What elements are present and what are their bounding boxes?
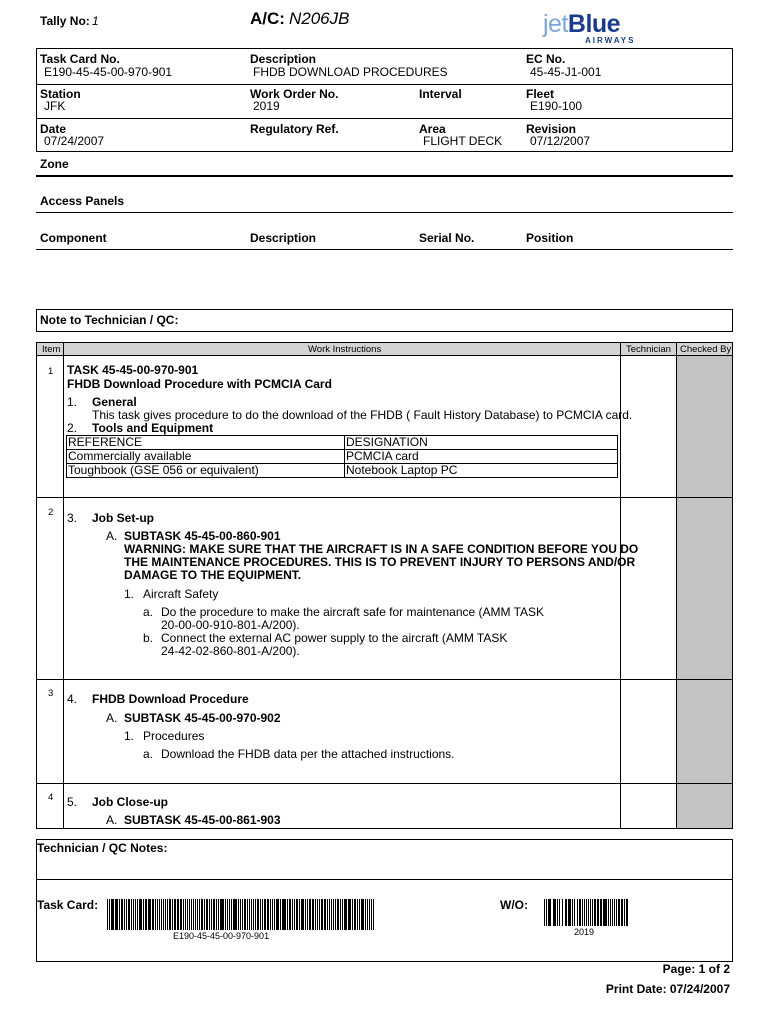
task-card-label: Task Card No.	[40, 52, 120, 66]
row2-warning-2: THE MAINTENANCE PROCEDURES. THIS IS TO PREVENT INJURY TO PERSONS AND/OR	[124, 555, 636, 569]
barcode-bar	[231, 899, 232, 930]
barcode-bar	[359, 899, 360, 930]
row3-subtask: SUBTASK 45-45-00-970-902	[124, 711, 281, 725]
barcode-bar	[247, 899, 248, 930]
row1-s1-text: This task gives procedure to do the download of the FHDB ( Fault History Database) to PCMCIA card.	[92, 408, 633, 422]
position-label: Position	[526, 231, 574, 245]
barcode-bar	[174, 899, 175, 930]
component-description-label: Description	[250, 231, 317, 245]
barcode-bar	[202, 899, 203, 930]
access-panels-label: Access Panels	[40, 194, 125, 208]
tally-value: 1	[92, 14, 99, 28]
barcode-bar	[145, 899, 146, 930]
barcode-bar	[624, 899, 625, 926]
barcode-bar	[126, 899, 127, 930]
barcode-bar	[159, 899, 160, 930]
row2-step: Aircraft Safety	[143, 587, 219, 601]
barcode-bar	[616, 899, 617, 926]
task-card-value: E190-45-45-00-970-901	[44, 65, 173, 79]
row3-title: FHDB Download Procedure	[92, 692, 249, 706]
row1-item: 1	[48, 366, 54, 377]
barcode-bar	[312, 899, 313, 930]
barcode-bar	[185, 899, 186, 930]
barcode-bar	[605, 899, 606, 926]
barcode-bar	[262, 899, 263, 930]
barcode-bar	[562, 899, 564, 926]
row2-sub-letter: A.	[106, 529, 118, 543]
barcode-bar	[204, 899, 205, 930]
barcode-bar	[626, 899, 627, 926]
barcode-bar	[310, 899, 311, 930]
tools-table-row	[67, 464, 618, 478]
barcode-bar	[272, 899, 273, 930]
barcode-bar	[163, 899, 164, 930]
barcode-bar	[149, 899, 150, 930]
barcode-bar	[549, 899, 551, 926]
barcode-bar	[594, 899, 596, 926]
barcode-bar	[546, 899, 547, 926]
task-card-barcode-text: E190-45-45-00-970-901	[173, 931, 270, 941]
interval-label: Interval	[419, 87, 462, 101]
barcode-bar	[189, 899, 190, 930]
barcode-bar	[235, 899, 236, 930]
barcode-bar	[569, 899, 570, 926]
info-box	[36, 48, 733, 152]
barcode-bar	[137, 899, 138, 930]
barcode-bar	[574, 899, 575, 926]
barcode-bar	[131, 899, 132, 930]
row1-s1-num: 1.	[67, 395, 78, 409]
serial-label: Serial No.	[419, 231, 475, 245]
tools-table	[66, 435, 618, 478]
row4-num: 5.	[67, 795, 78, 809]
barcode-bar	[260, 899, 261, 930]
ac-label: A/C:	[250, 9, 285, 28]
description-value: FHDB DOWNLOAD PROCEDURES	[253, 65, 448, 79]
barcode-bar	[270, 899, 271, 930]
description-label: Description	[250, 52, 317, 66]
barcode-bar	[253, 899, 254, 930]
item-header: Item	[42, 344, 61, 355]
barcode-bar	[292, 899, 293, 930]
tally-label: Tally No:	[40, 14, 90, 28]
barcode-bar	[302, 899, 303, 930]
barcode-bar	[612, 899, 613, 926]
row4-sub-letter: A.	[106, 813, 118, 827]
work-order-value: 2019	[253, 99, 280, 113]
barcode-bar	[122, 899, 123, 930]
barcode-bar	[287, 899, 288, 930]
barcode-bar	[282, 899, 283, 930]
row2-b-text-2: 24-42-02-860-801-A/200).	[161, 644, 300, 658]
work-instructions-header: Work Instructions	[308, 344, 382, 355]
row1-s2-title: Tools and Equipment	[92, 421, 214, 435]
barcode-bar	[577, 899, 578, 926]
barcode-bar	[172, 899, 173, 930]
row4-item: 4	[48, 792, 54, 803]
date-value: 07/24/2007	[44, 134, 105, 148]
row2-subtask: SUBTASK 45-45-00-860-901	[124, 529, 281, 543]
zone-label: Zone	[40, 157, 69, 171]
barcode-bar	[109, 899, 110, 930]
row3-step-num: 1.	[124, 729, 135, 743]
barcode-bar	[238, 899, 239, 930]
barcode-bar	[365, 899, 366, 930]
barcode-bar	[554, 899, 556, 926]
row3-step: Procedures	[143, 729, 205, 743]
area-label: Area	[419, 122, 446, 136]
barcode-bar	[317, 899, 318, 930]
barcode-bar	[331, 899, 332, 930]
row2-item: 2	[48, 507, 54, 518]
tools-cell: REFERENCE	[67, 436, 345, 450]
barcode-bar	[357, 899, 358, 930]
barcode-bar	[276, 899, 277, 930]
tools-cell: Notebook Laptop PC	[345, 464, 618, 478]
barcode-bar	[195, 899, 196, 930]
barcode-bar	[621, 899, 623, 926]
checked-by-column	[676, 356, 732, 828]
tools-cell: Toughbook (GSE 056 or equivalent)	[67, 464, 345, 478]
barcode-bar	[565, 899, 567, 926]
checked-by-header: Checked By	[680, 344, 732, 355]
barcode-bar	[216, 899, 217, 930]
barcode-bar	[225, 899, 226, 930]
revision-label: Revision	[526, 122, 577, 136]
barcode-bar	[218, 899, 219, 930]
barcode-bar	[342, 899, 343, 930]
row3-item: 3	[48, 688, 54, 699]
barcode-bar	[251, 899, 252, 930]
barcode-bar	[322, 899, 323, 930]
barcode-bar	[369, 899, 370, 930]
barcode-bar	[324, 899, 325, 930]
row1-title: FHDB Download Procedure with PCMCIA Card	[67, 377, 332, 391]
barcode-bar	[181, 899, 182, 930]
barcode-bar	[274, 899, 275, 930]
row2-b-letter: b.	[143, 631, 154, 645]
barcode-bar	[258, 899, 259, 930]
tools-table-row	[67, 436, 618, 450]
barcode-bar	[116, 899, 117, 930]
page-number: Page: 1 of 2	[662, 962, 730, 976]
row2-a-text-2: 20-00-00-910-801-A/200).	[161, 618, 300, 632]
task-card-barcode	[107, 899, 375, 930]
barcode-bar	[268, 899, 269, 930]
row2-warning-1: WARNING: MAKE SURE THAT THE AIRCRAFT IS IN A SAFE CONDITION BEFORE YOU DO	[124, 542, 639, 556]
tools-cell: DESIGNATION	[345, 436, 618, 450]
station-value: JFK	[44, 99, 66, 113]
barcode-bar	[319, 899, 320, 930]
barcode-bar	[572, 899, 573, 926]
barcode-bar	[229, 899, 230, 930]
ec-value: 45-45-J1-001	[530, 65, 602, 79]
barcode-bar	[112, 899, 113, 930]
tools-cell: PCMCIA card	[345, 450, 618, 464]
barcode-bar	[579, 899, 581, 926]
barcode-bar	[242, 899, 243, 930]
row2-step-num: 1.	[124, 587, 135, 601]
barcode-bar	[165, 899, 166, 930]
barcode-bar	[206, 899, 207, 930]
barcode-bar	[590, 899, 591, 926]
row1-s1-title: General	[92, 395, 137, 409]
wo-barcode-label: W/O:	[500, 898, 528, 912]
component-label: Component	[40, 231, 107, 245]
station-label: Station	[40, 87, 81, 101]
row3-sub-letter: A.	[106, 711, 118, 725]
jetblue-logo: jetBlue AIRWAYS	[543, 10, 636, 45]
row1-s2-num: 2.	[67, 421, 78, 435]
row2-warning-3: DAMAGE TO THE EQUIPMENT.	[124, 568, 302, 582]
barcode-bar	[153, 899, 154, 930]
barcode-bar	[170, 899, 171, 930]
date-label: Date	[40, 122, 67, 136]
barcode-bar	[307, 899, 308, 930]
barcode-bar	[338, 899, 339, 930]
barcode-bar	[373, 899, 374, 930]
row4-subtask: SUBTASK 45-45-00-861-903	[124, 813, 281, 827]
fleet-value: E190-100	[530, 99, 583, 113]
barcode-bar	[584, 899, 585, 926]
barcode-bar	[299, 899, 300, 930]
row3-a-letter: a.	[143, 747, 154, 761]
barcode-bar	[209, 899, 210, 930]
tools-table-row	[67, 450, 618, 464]
tools-cell: Commercially available	[67, 450, 345, 464]
barcode-bar	[559, 899, 560, 926]
barcode-bar	[610, 899, 611, 926]
row4-title: Job Close-up	[92, 795, 169, 809]
row2-a-text-1: Do the procedure to make the aircraft safe for maintenance (AMM TASK	[161, 605, 545, 619]
ac-value: N206JB	[289, 9, 350, 28]
barcode-bar	[349, 899, 350, 930]
barcode-bar	[240, 899, 241, 930]
task-card-barcode-label: Task Card:	[37, 898, 99, 912]
barcode-bar	[193, 899, 194, 930]
revision-value: 07/12/2007	[530, 134, 591, 148]
barcode-bar	[597, 899, 598, 926]
barcode-bar	[161, 899, 162, 930]
row2-b-text-1: Connect the external AC power supply to the aircraft (AMM TASK	[161, 631, 508, 645]
barcode-bar	[600, 899, 602, 926]
qc-notes-label: Technician / QC Notes:	[37, 841, 168, 855]
barcode-bar	[157, 899, 158, 930]
work-order-label: Work Order No.	[250, 87, 339, 101]
fleet-label: Fleet	[526, 87, 555, 101]
row2-title: Job Set-up	[92, 511, 154, 525]
area-value: FLIGHT DECK	[423, 134, 503, 148]
row1-task: TASK 45-45-00-970-901	[67, 363, 199, 377]
barcode-bar	[280, 899, 281, 930]
row3-a-text: Download the FHDB data per the attached instructions.	[161, 747, 455, 761]
barcode-bar	[249, 899, 250, 930]
row3-num: 4.	[67, 692, 78, 706]
barcode-bar	[129, 899, 130, 930]
barcode-bar	[618, 899, 619, 926]
barcode-bar	[290, 899, 291, 930]
note-label: Note to Technician / QC:	[40, 313, 179, 327]
barcode-bar	[135, 899, 136, 930]
barcode-bar	[264, 899, 265, 930]
technician-header: Technician	[626, 344, 671, 355]
print-date: Print Date: 07/24/2007	[605, 982, 730, 996]
regulatory-label: Regulatory Ref.	[250, 122, 339, 136]
barcode-bar	[305, 899, 306, 930]
barcode-bar	[345, 899, 346, 930]
wo-barcode	[544, 899, 628, 926]
logo-sub: AIRWAYS	[585, 36, 636, 45]
barcode-bar	[222, 899, 223, 930]
row2-num: 3.	[67, 511, 78, 525]
wo-barcode-text: 2019	[574, 927, 595, 937]
barcode-bar	[592, 899, 593, 926]
ec-label: EC No.	[526, 52, 566, 66]
row2-a-letter: a.	[143, 605, 154, 619]
